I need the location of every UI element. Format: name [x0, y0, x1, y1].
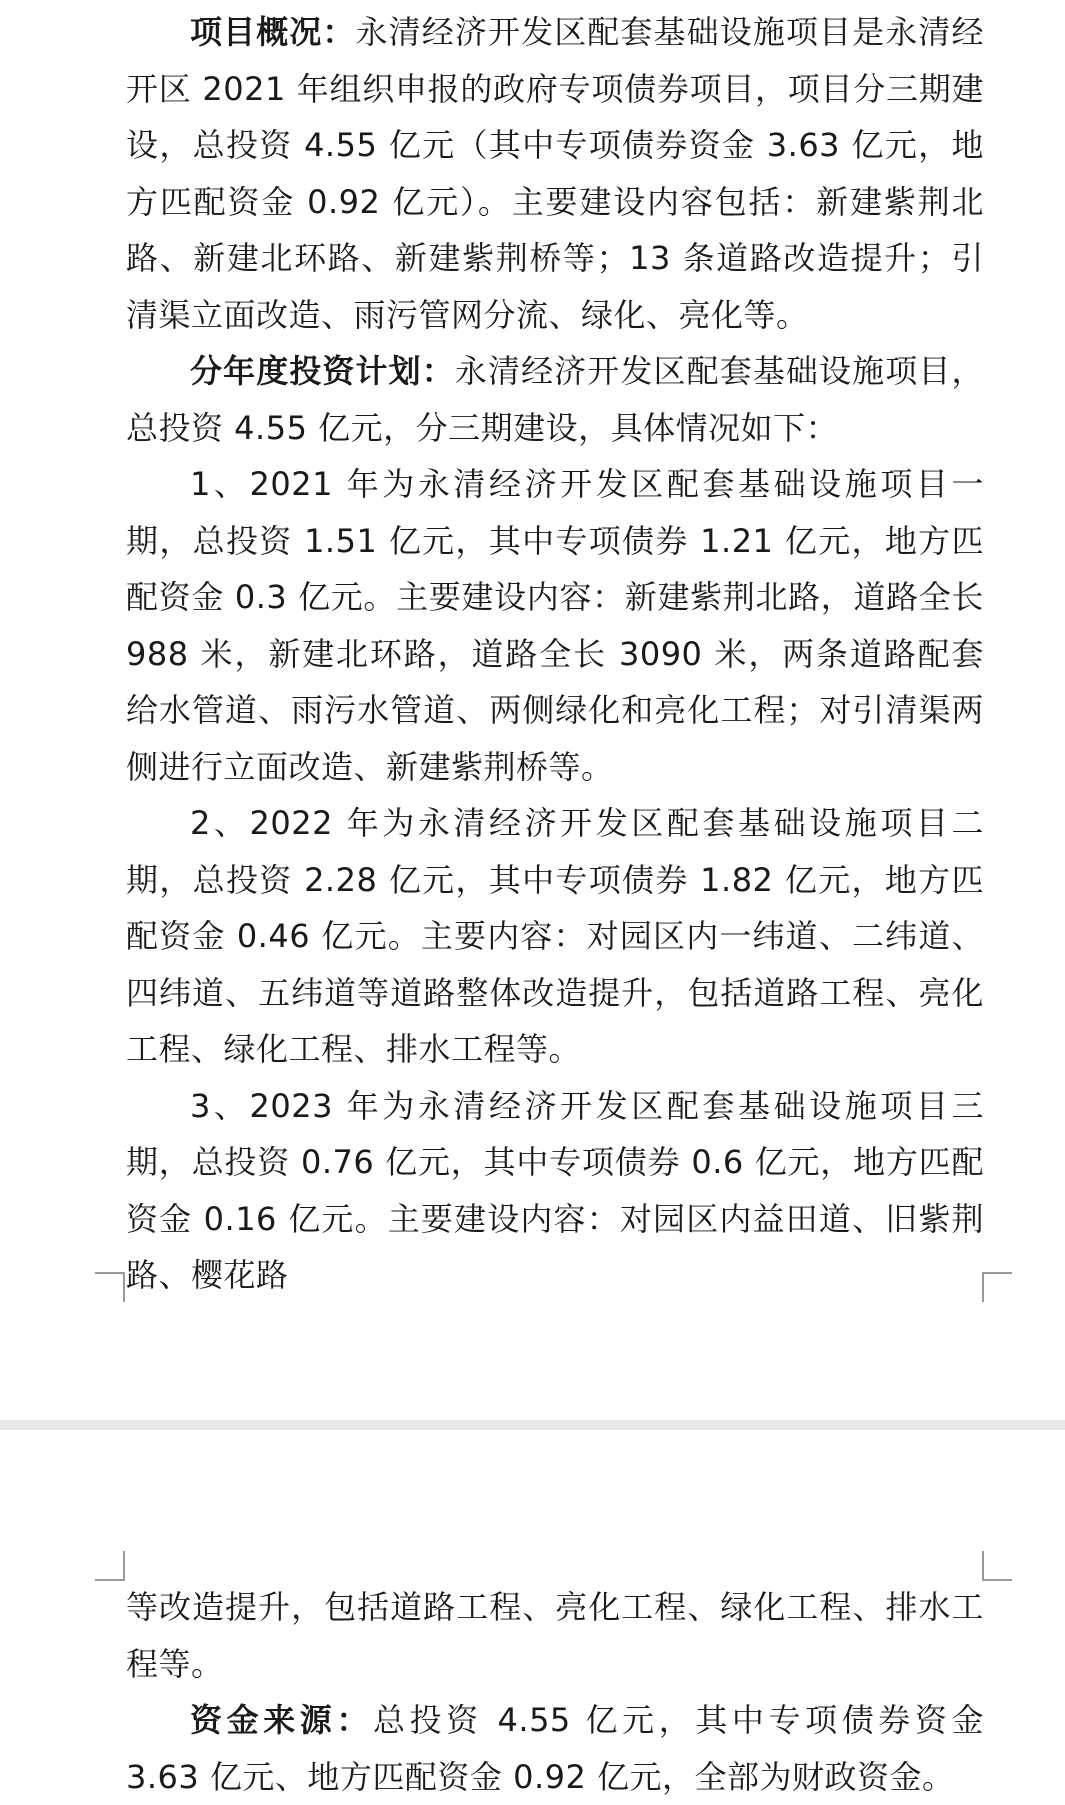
page-1-body — [126, 4, 984, 1304]
text-annual-plan: 永清经济开发区配套基础设施项目，总投资 4.55 亿元，分三期建设，具体情况如下： — [126, 352, 984, 447]
page-2-top-left-margin-mark — [95, 1551, 125, 1581]
heading-project-overview: 项目概况： — [190, 13, 356, 51]
text-project-overview: 永清经济开发区配套基础设施项目是永清经开区 2021 年组织申报的政府专项债券项目，项目分三期建设，总投资 4.55 亿元（其中专项债券资金 3.63 亿元，地方匹配资金 0.92 亿元）。主要建设内容包括：新建紫荆北路、新建北环路、新建紫荆桥等；13 条道路改造提升；引清渠立面改造、雨污管网分流、绿化、亮化等。 — [126, 13, 984, 334]
heading-funding-source: 资金来源： — [190, 1701, 373, 1739]
heading-annual-plan: 分年度投资计划： — [190, 352, 455, 390]
paragraph-phase-1 — [126, 456, 984, 795]
paragraph-funding-source — [126, 1692, 984, 1805]
text-phase-2: 2、2022 年为永清经济开发区配套基础设施项目二期，总投资 2.28 亿元，其中专项债券 1.82 亿元，地方匹配资金 0.46 亿元。主要内容：对园区内一纬道、二纬道、四纬道、五纬道等道路整体改造提升，包括道路工程、亮化工程、绿化工程、排水工程等。 — [126, 804, 984, 1068]
text-funding-source: 总投资 4.55 亿元，其中专项债券资金 3.63 亿元、地方匹配资金 0.92 亿元，全部为财政资金。 — [126, 1701, 984, 1796]
document-page-2 — [0, 1430, 1065, 1796]
paragraph-phase-3 — [126, 1078, 984, 1304]
paragraph-project-overview — [126, 4, 984, 343]
page-2-body — [126, 1579, 984, 1805]
text-phase-1: 1、2021 年为永清经济开发区配套基础设施项目一期，总投资 1.51 亿元，其中专项债券 1.21 亿元，地方匹配资金 0.3 亿元。主要建设内容：新建紫荆北路，道路全长 988 米，新建北环路，道路全长 3090 米，两条道路配套给水管道、雨污水管道、两侧绿化和亮化工程；对引清渠两侧进行立面改造、新建紫荆桥等。 — [126, 465, 984, 786]
text-phase-3: 3、2023 年为永清经济开发区配套基础设施项目三期，总投资 0.76 亿元，其中专项债券 0.6 亿元，地方匹配资金 0.16 亿元。主要建设内容：对园区内益田道、旧紫荆路、樱花路 — [126, 1086, 984, 1294]
page-separator — [0, 1420, 1065, 1430]
page-1-bottom-right-margin-mark — [982, 1272, 1012, 1302]
paragraph-phase-2 — [126, 795, 984, 1078]
paragraph-annual-plan — [126, 343, 984, 456]
text-phase-3-continued: 等改造提升，包括道路工程、亮化工程、绿化工程、排水工程等。 — [126, 1588, 984, 1683]
page-2-top-right-margin-mark — [982, 1551, 1012, 1581]
paragraph-phase-3-continued — [126, 1579, 984, 1692]
page-1-bottom-left-margin-mark — [95, 1272, 125, 1302]
